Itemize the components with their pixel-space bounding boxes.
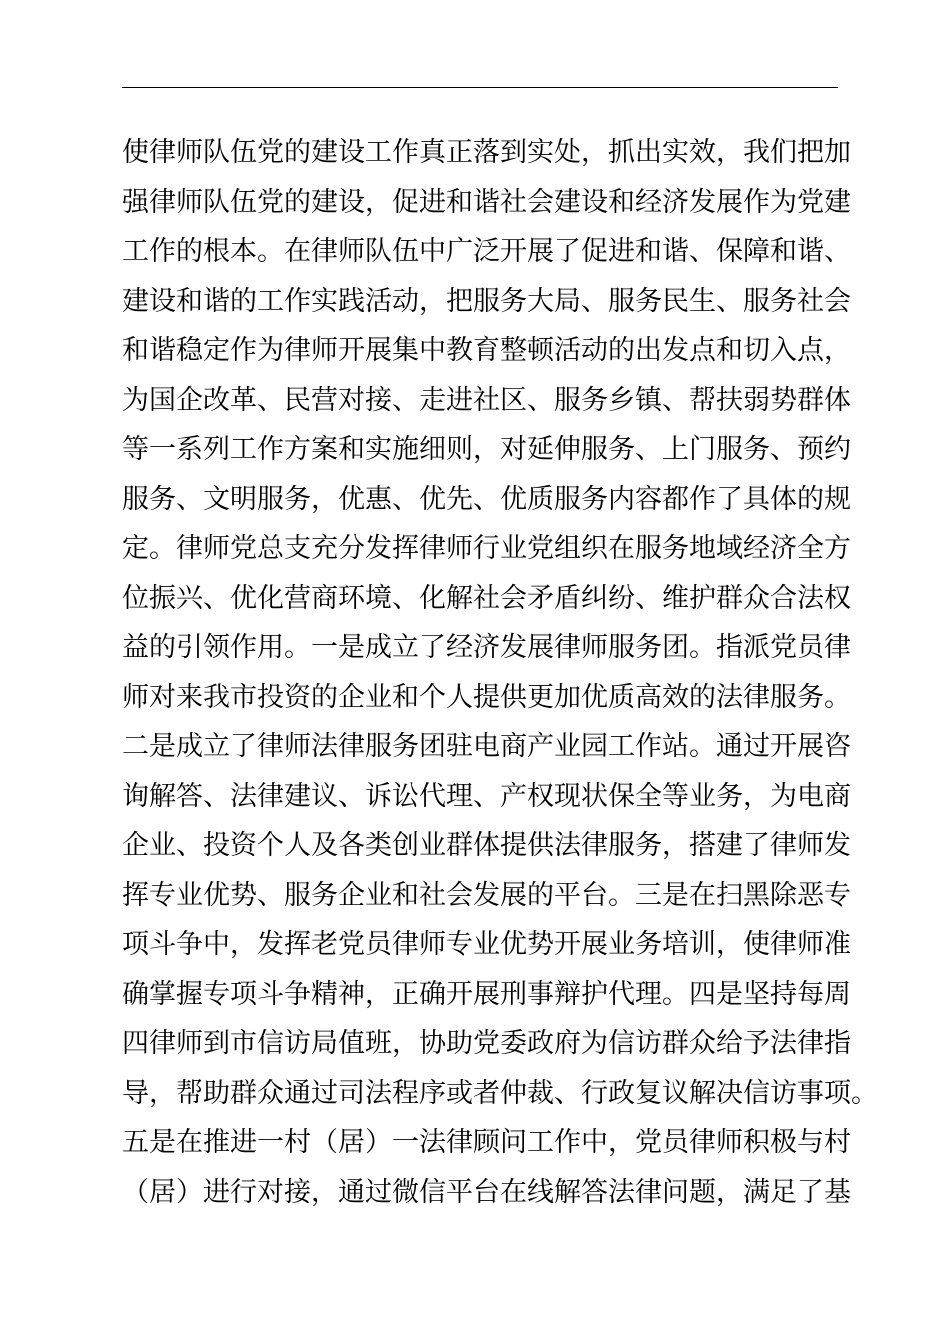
text-line: 工作的根本。在律师队伍中广泛开展了促进和谐、保障和谐、 bbox=[122, 236, 851, 267]
text-line: 为国企改革、民营对接、走进社区、服务乡镇、帮扶弱势群体 bbox=[122, 384, 851, 416]
text-line: 导，帮助群众通过司法程序或者仲裁、行政复议解决信访事项。 bbox=[122, 1077, 878, 1109]
text-line: 挥专业优势、服务企业和社会发展的平台。三是在扫黑除恶专 bbox=[122, 879, 851, 911]
body-paragraph bbox=[122, 128, 878, 1217]
text-line: 益的引领作用。一是成立了经济发展律师服务团。指派党员律 bbox=[122, 632, 851, 663]
text-line: 确掌握专项斗争精神，正确开展刑事辩护代理。四是坚持每周 bbox=[122, 978, 851, 1010]
text-line: 五是在推进一村（居）一法律顾问工作中，党员律师积极与村 bbox=[122, 1127, 851, 1158]
text-line: 师对来我市投资的企业和个人提供更加优质高效的法律服务。 bbox=[122, 681, 851, 713]
header-rule bbox=[122, 87, 838, 88]
text-line: （居）进行对接，通过微信平台在线解答法律问题，满足了基 bbox=[122, 1176, 851, 1208]
text-line: 等一系列工作方案和实施细则，对延伸服务、上门服务、预约 bbox=[122, 434, 851, 465]
text-line: 和谐稳定作为律师开展集中教育整顿活动的出发点和切入点， bbox=[122, 335, 851, 366]
text-line: 服务、文明服务，优惠、优先、优质服务内容都作了具体的规 bbox=[122, 483, 851, 515]
text-line: 企业、投资个人及各类创业群体提供法律服务，搭建了律师发 bbox=[122, 830, 851, 861]
text-line: 询解答、法律建议、诉讼代理、产权现状保全等业务，为电商 bbox=[122, 780, 851, 812]
text-line: 建设和谐的工作实践活动，把服务大局、服务民生、服务社会 bbox=[122, 285, 851, 317]
text-line: 强律师队伍党的建设，促进和谐社会建设和经济发展作为党建 bbox=[122, 186, 851, 218]
text-line: 位振兴、优化营商环境、化解社会矛盾纠纷、维护群众合法权 bbox=[122, 582, 851, 614]
text-line: 四律师到市信访局值班，协助党委政府为信访群众给予法律指 bbox=[122, 1028, 851, 1059]
text-line: 项斗争中，发挥老党员律师专业优势开展业务培训，使律师准 bbox=[122, 929, 851, 960]
text-line: 二是成立了律师法律服务团驻电商产业园工作站。通过开展咨 bbox=[122, 731, 851, 762]
text-line: 使律师队伍党的建设工作真正落到实处，抓出实效，我们把加 bbox=[122, 137, 851, 168]
text-line: 定。律师党总支充分发挥律师行业党组织在服务地域经济全方 bbox=[122, 533, 851, 564]
